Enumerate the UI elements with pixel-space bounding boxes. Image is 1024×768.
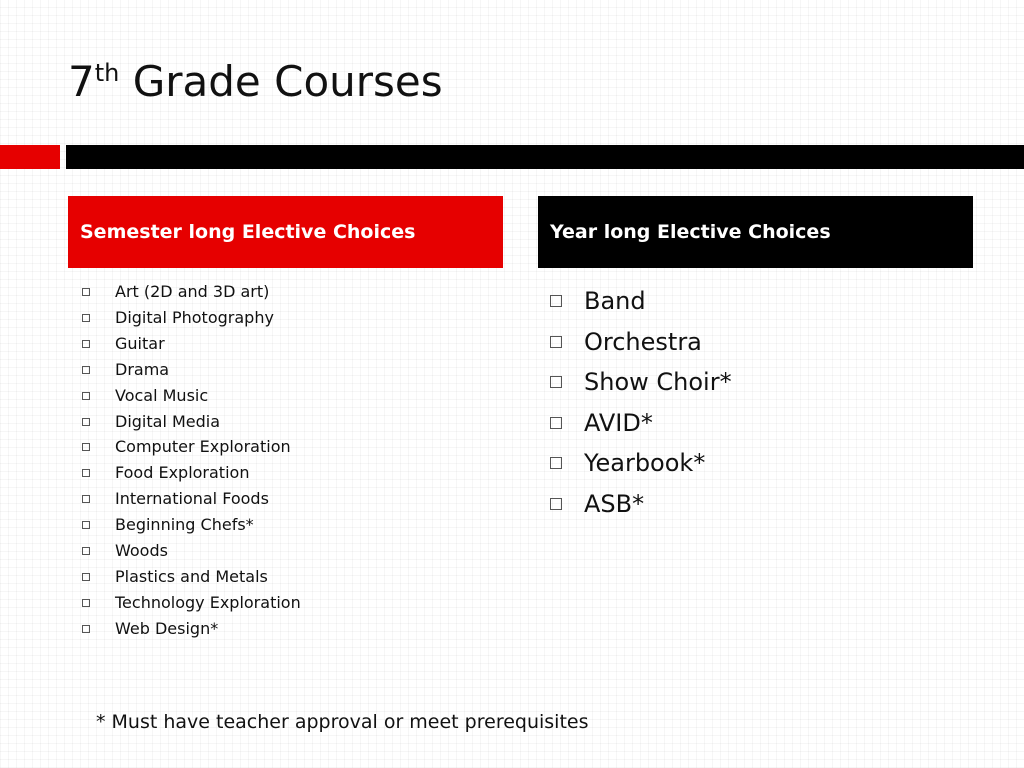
square-bullet-icon [82,340,90,348]
title-number: 7 [68,57,95,106]
square-bullet-icon [82,573,90,581]
list-item [548,281,732,322]
list-item-label: Orchestra [584,327,702,356]
square-bullet-icon [82,288,90,296]
list-item [78,305,301,331]
square-bullet-icon [82,625,90,633]
accent-bar-black [66,145,1024,169]
square-bullet-icon [82,366,90,374]
square-bullet-icon [82,392,90,400]
square-bullet-icon [550,336,562,348]
list-item-label: International Foods [115,489,269,509]
square-bullet-icon [82,314,90,322]
list-item-label: Vocal Music [115,385,209,405]
list-item [548,443,732,484]
square-bullet-icon [550,457,562,469]
list-item-label: Woods [115,541,168,561]
list-item-label: Beginning Chefs* [115,515,254,535]
list-item-label: Digital Photography [115,307,274,327]
title-superscript: th [94,59,120,87]
square-bullet-icon [82,443,90,451]
accent-bar-red [0,145,60,169]
list-item [78,434,301,460]
square-bullet-icon [82,547,90,555]
semester-electives-header [68,196,503,268]
list-item-label: Food Exploration [115,463,250,483]
square-bullet-icon [82,418,90,426]
list-item-label: Computer Exploration [115,437,291,457]
list-item-label: Web Design* [115,618,219,638]
square-bullet-icon [550,498,562,510]
square-bullet-icon [82,521,90,529]
list-item [78,409,301,435]
list-item-label: Art (2D and 3D art) [115,282,270,301]
list-item [548,322,732,363]
list-item-label: Drama [115,359,170,379]
title-text: Grade Courses [119,57,443,106]
list-item [78,357,301,383]
list-item [78,383,301,409]
list-item [78,564,301,590]
year-electives-header [538,196,973,268]
prerequisite-footnote: * Must have teacher approval or meet prerequisites [96,711,589,733]
year-electives-list [548,281,732,524]
list-item [78,616,301,642]
list-item [78,460,301,486]
list-item [548,403,732,444]
list-item-label: AVID* [584,408,653,437]
square-bullet-icon [82,599,90,607]
list-item [548,484,732,525]
list-item-label: Band [584,287,646,315]
list-item-label: Show Choir* [584,368,732,396]
list-item [78,590,301,616]
list-item [78,486,301,512]
list-item [78,512,301,538]
year-electives-heading: Year long Elective Choices [550,221,831,243]
list-item-label: Digital Media [115,411,221,431]
list-item-label: Plastics and Metals [115,566,268,586]
slide-title [68,52,443,112]
square-bullet-icon [550,376,562,388]
list-item [548,362,732,403]
list-item-label: Technology Exploration [115,592,301,612]
square-bullet-icon [82,469,90,477]
square-bullet-icon [550,295,562,307]
square-bullet-icon [550,417,562,429]
semester-electives-list [78,279,301,642]
list-item [78,279,301,305]
list-item-label: Guitar [115,333,165,353]
list-item-label: ASB* [584,489,645,518]
list-item-label: Yearbook* [584,449,706,477]
semester-electives-heading: Semester long Elective Choices [80,221,416,243]
square-bullet-icon [82,495,90,503]
list-item [78,331,301,357]
list-item [78,538,301,564]
